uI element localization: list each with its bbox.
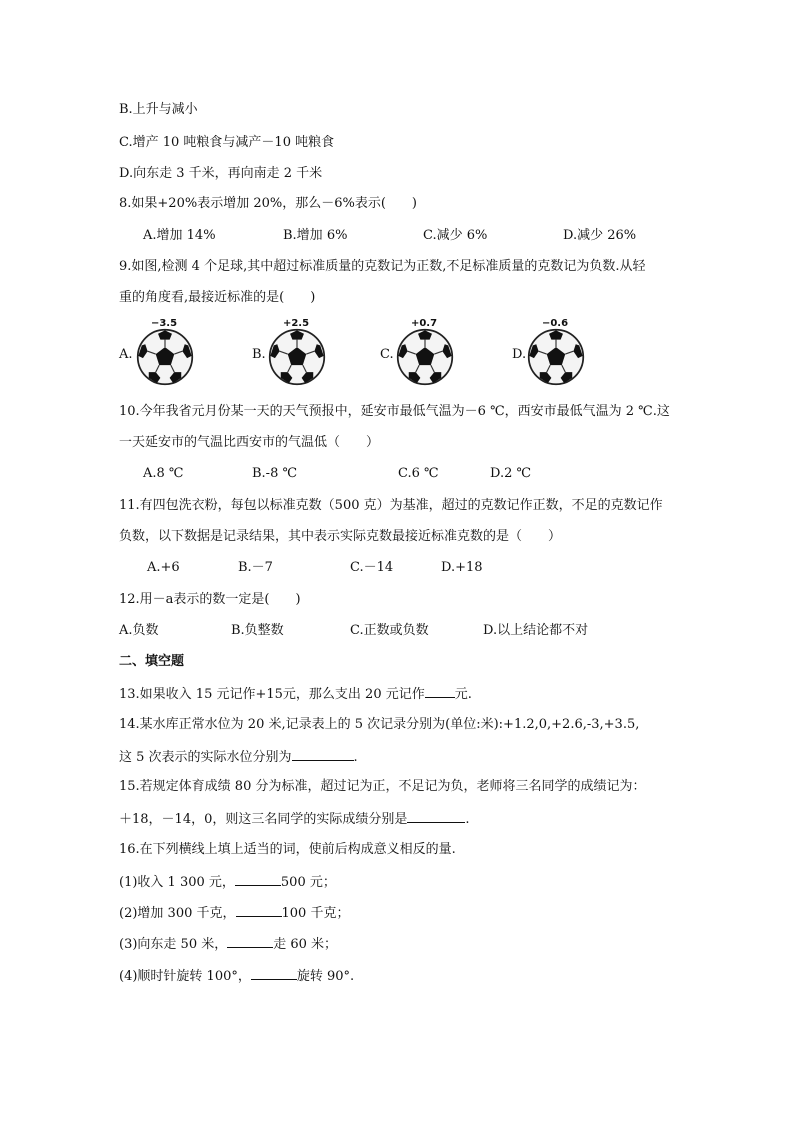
q16-1-text-after: 500 元； [280, 875, 336, 890]
q9-option-a-letter: A. [119, 347, 133, 362]
q11-option-a: A.+6 [147, 560, 180, 575]
q14-answer-blank[interactable] [292, 746, 354, 761]
q9-option-d-letter: D. [512, 347, 527, 362]
q9-option-a [134, 318, 208, 390]
q14-text-after: . [353, 750, 358, 765]
question-15-line1: 15.若规定体育成绩 80 分为标准，超过记为正，不足记为负，老师将三名同学的成绩记为： [119, 779, 646, 794]
question-11-line1: 11.有四包洗衣粉，每包以标准克数（500 克）为基准，超过的克数记作正数，不足的克数记作 [119, 498, 663, 513]
question-10-line1: 10.今年我省元月份某一天的天气预报中，延安市最低气温为－6 ℃，西安市最低气温为 2 ℃.这 [119, 404, 670, 419]
q13-text-before: 13.如果收入 15 元记作+15元，那么支出 20 元记作 [119, 687, 425, 702]
q10-option-d: D.2 ℃ [490, 466, 532, 481]
q16-item-2 [119, 902, 349, 924]
question-9-line1: 9.如图,检测 4 个足球,其中超过标准质量的克数记为正数,不足标准质量的克数记为负数.从轻 [119, 259, 646, 274]
q11-option-d: D.+18 [441, 560, 483, 575]
q7-option-b: B.上升与减小 [119, 102, 198, 117]
q9-option-d-value: −0.6 [541, 318, 569, 329]
q8-option-b: B.增加 6% [283, 228, 348, 243]
q16-3-answer-blank[interactable] [227, 933, 273, 948]
question-16: 16.在下列横线上填上适当的词，使前后构成意义相反的量. [119, 842, 456, 857]
q16-2-text-before: (2)增加 300 千克， [119, 906, 236, 921]
question-13 [119, 683, 472, 705]
q16-2-text-after: 100 千克； [281, 906, 350, 921]
q8-option-c: C.减少 6% [423, 228, 488, 243]
q12-option-c: C.正数或负数 [350, 623, 429, 638]
question-10-line2: 一天延安市的气温比西安市的气温低（ ） [119, 435, 380, 450]
q9-option-c [394, 318, 468, 390]
q16-4-text-after: 旋转 90°. [296, 969, 355, 984]
q16-4-answer-blank[interactable] [251, 965, 297, 980]
q10-option-a: A.8 ℃ [143, 466, 184, 481]
q9-option-b-letter: B. [252, 347, 266, 362]
q15-text-before: ＋18，－14，0，则这三名同学的实际成绩分别是 [119, 812, 408, 827]
q11-option-b: B.－7 [238, 560, 273, 575]
soccer-ball-icon [136, 328, 194, 386]
q9-option-c-letter: C. [380, 347, 394, 362]
q15-text-after: . [465, 812, 470, 827]
q16-item-3 [119, 933, 337, 955]
question-8: 8.如果+20%表示增加 20%，那么－6%表示( ) [119, 196, 417, 211]
q16-item-4 [119, 965, 354, 987]
q14-text-before: 这 5 次表示的实际水位分别为 [119, 750, 292, 765]
q9-option-b [266, 318, 340, 390]
q11-option-c: C.－14 [350, 560, 394, 575]
q16-item-1 [119, 871, 336, 893]
section-heading-fill-in: 二、填空题 [119, 654, 185, 669]
q9-option-b-value: +2.5 [282, 318, 310, 329]
q12-option-a: A.负数 [119, 623, 159, 638]
q8-option-a: A.增加 14% [143, 228, 216, 243]
q16-1-answer-blank[interactable] [235, 871, 281, 886]
q16-3-text-after: 走 60 米； [273, 937, 338, 952]
q13-answer-blank[interactable] [425, 683, 455, 698]
q16-4-text-before: (4)顺时针旋转 100°， [119, 969, 251, 984]
q7-option-c: C.增产 10 吨粮食与减产－10 吨粮食 [119, 135, 335, 150]
question-14-line2 [119, 746, 358, 768]
q8-option-d: D.减少 26% [563, 228, 637, 243]
q16-2-answer-blank[interactable] [236, 902, 282, 917]
q16-3-text-before: (3)向东走 50 米， [119, 937, 228, 952]
q12-option-b: B.负整数 [231, 623, 284, 638]
q12-option-d: D.以上结论都不对 [483, 623, 589, 638]
question-11-line2: 负数，以下数据是记录结果，其中表示实际克数最接近标准克数的是（ ） [119, 529, 562, 544]
question-14-line1: 14.某水库正常水位为 20 米,记录表上的 5 次记录分别为(单位:米):+1.2,0,+2.6,-3,+3.5, [119, 717, 640, 732]
q9-option-d [525, 318, 599, 390]
q7-option-d: D.向东走 3 千米，再向南走 2 千米 [119, 166, 323, 181]
q16-1-text-before: (1)收入 1 300 元， [119, 875, 235, 890]
q13-text-after: 元. [454, 687, 472, 702]
q9-option-a-value: −3.5 [150, 318, 178, 329]
q10-option-c: C.6 ℃ [398, 466, 439, 481]
soccer-ball-icon [268, 328, 326, 386]
q10-option-b: B.-8 ℃ [252, 466, 298, 481]
question-12: 12.用－a表示的数一定是( ) [119, 592, 301, 607]
question-9-line2: 重的角度看,最接近标准的是( ) [119, 290, 316, 305]
soccer-ball-icon [396, 328, 454, 386]
q15-answer-blank[interactable] [407, 808, 465, 823]
question-15-line2 [119, 808, 470, 830]
q9-option-c-value: +0.7 [410, 318, 438, 329]
soccer-ball-icon [527, 328, 585, 386]
